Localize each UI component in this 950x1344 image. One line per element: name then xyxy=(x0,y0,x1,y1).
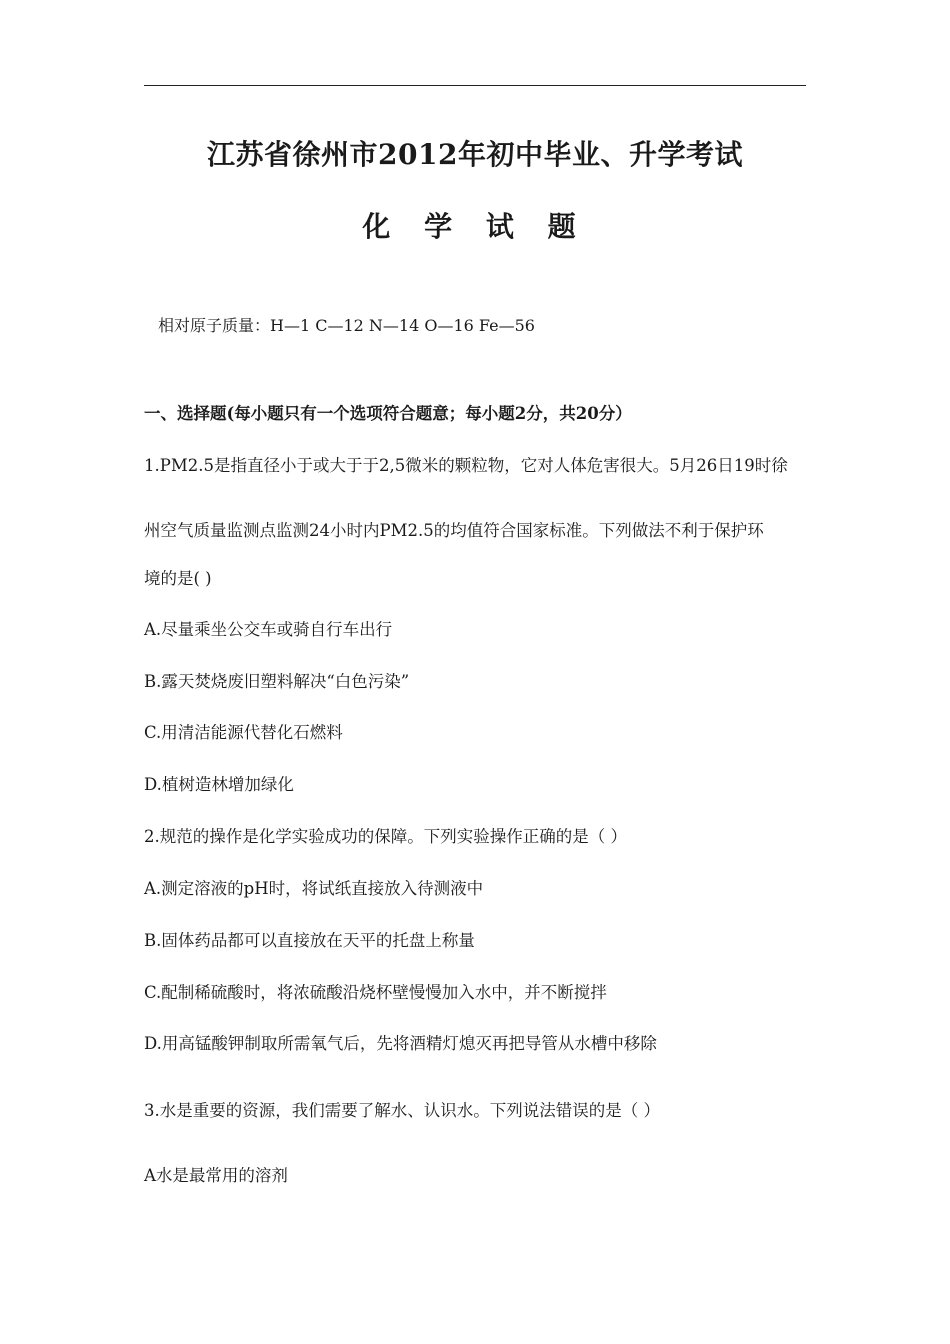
question-1-line-1: 1.PM2.5是指直径小于或大于于2,5微米的颗粒物，它对人体危害很大。5月26日19时徐 xyxy=(144,456,788,475)
question-2-option-d: D.用高锰酸钾制取所需氧气后，先将酒精灯熄灭再把导管从水槽中移除 xyxy=(144,1034,657,1053)
section-heading: 一、选择题(每小题只有一个选项符合题意；每小题2分，共20分） xyxy=(144,404,632,423)
question-1-option-b: B.露天焚烧废旧塑料解决“白色污染” xyxy=(144,672,410,691)
question-2-option-c: C.配制稀硫酸时，将浓硫酸沿烧杯壁慢慢加入水中，并不断搅拌 xyxy=(144,983,607,1002)
question-3-stem: 3.水是重要的资源，我们需要了解水、认识水。下列说法错误的是（ ） xyxy=(144,1101,660,1120)
top-divider xyxy=(144,85,806,86)
question-1-line-2: 州空气质量监测点监测24小时内PM2.5的均值符合国家标准。下列做法不利于保护环 xyxy=(144,521,764,540)
exam-title: 江苏省徐州市2012年初中毕业、升学考试 xyxy=(207,138,743,171)
question-1-line-3: 境的是( ) xyxy=(144,569,212,588)
question-1-option-c: C.用清洁能源代替化石燃料 xyxy=(144,723,343,742)
question-1-option-a: A.尽量乘坐公交车或骑自行车出行 xyxy=(144,620,393,639)
exam-subtitle: 化 学 试 题 xyxy=(362,210,588,243)
question-2-option-b: B.固体药品都可以直接放在天平的托盘上称量 xyxy=(144,931,475,950)
question-2-stem: 2.规范的操作是化学实验成功的保障。下列实验操作正确的是（ ） xyxy=(144,827,627,846)
question-1-option-d: D.植树造林增加绿化 xyxy=(144,775,294,794)
question-2-option-a: A.测定溶液的pH时，将试纸直接放入待测液中 xyxy=(144,879,484,898)
question-3-option-a: A水是最常用的溶剂 xyxy=(144,1166,288,1185)
atomic-masses: 相对原子质量：H—1 C—12 N—14 O—16 Fe—56 xyxy=(158,316,535,335)
